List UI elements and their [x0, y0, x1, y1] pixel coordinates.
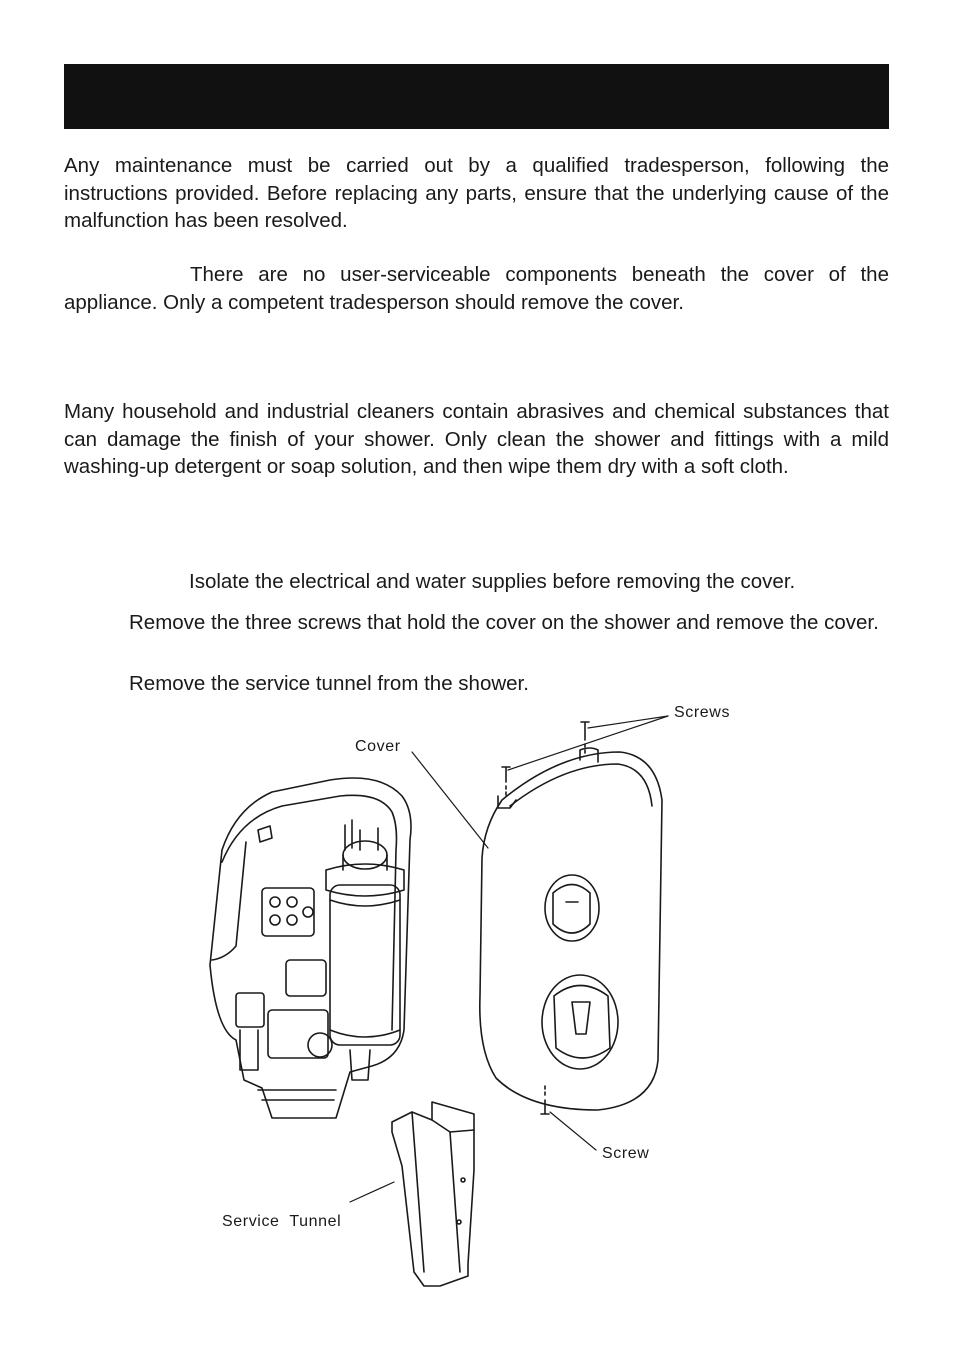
- cleaning-paragraph: Many household and industrial cleaners contain abrasives and chemical substances that can damage the finish of your shower. Only clean the shower and fittings with a mild washing-up detergent or soap solution, and then wipe them dry with a soft cloth.: [64, 400, 889, 478]
- shower-cover: [480, 748, 662, 1110]
- step-remove-tunnel: Remove the service tunnel from the shower.: [129, 672, 529, 695]
- step-remove-screws: Remove the three screws that hold the cover on the shower and remove the cover.: [129, 611, 879, 634]
- shower-body: [210, 778, 411, 1118]
- label-service-tunnel: Service Tunnel: [222, 1213, 342, 1230]
- label-cover: Cover: [355, 738, 401, 755]
- cover-warning-paragraph: There are no user-serviceable components beneath the cover of the appliance. Only a competent tradesperson should remove the cover.: [64, 263, 889, 314]
- label-screws: Screws: [674, 704, 731, 721]
- service-tunnel: [392, 1102, 474, 1286]
- label-screw: Screw: [602, 1145, 650, 1162]
- leader-lines: [350, 716, 668, 1202]
- isolate-warning: Isolate the electrical and water supplies before removing the cover.: [189, 570, 796, 593]
- intro-paragraph: Any maintenance must be carried out by a qualified tradesperson, following the instructions provided. Before replacing any parts, ensure that the underlying cause of the malfunction has been resolved.: [64, 154, 889, 232]
